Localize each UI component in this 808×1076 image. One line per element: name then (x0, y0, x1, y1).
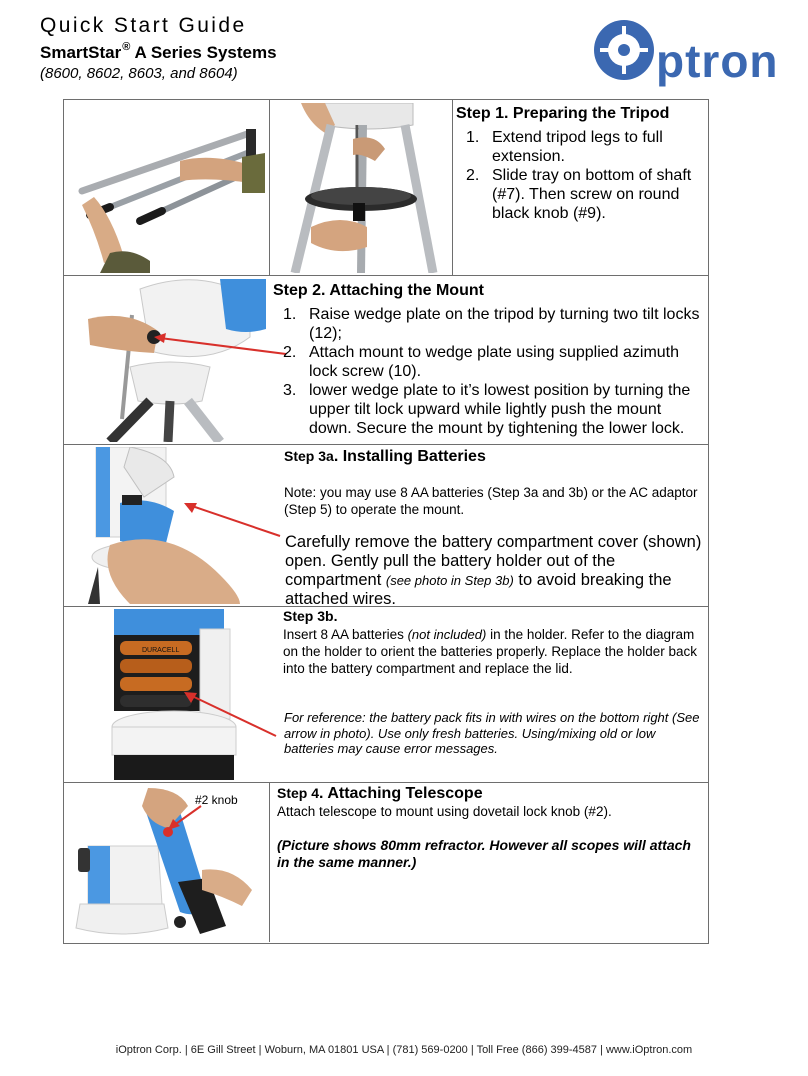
pointer-arrow-icon (150, 330, 290, 360)
photo-tripod-tray (273, 103, 449, 273)
step1-item: 2. Slide tray on bottom of shaft (#7). Then screw on round black knob (#9). (466, 167, 692, 222)
step3a-heading: Step 3a. Installing Batteries (284, 448, 486, 465)
column-divider (452, 99, 453, 276)
pointer-arrow-icon (180, 500, 285, 540)
row-divider (63, 275, 708, 276)
step1-item: 1. Extend tripod legs to full extension. (466, 129, 663, 165)
step1-list (456, 128, 701, 223)
document-title: Quick Start Guide (40, 14, 247, 37)
pointer-arrow-icon (165, 802, 205, 832)
step2-list (273, 305, 701, 438)
logo-crosshair-icon (594, 20, 654, 80)
step1-heading: Step 1. Preparing the Tripod (456, 105, 670, 122)
step3a-note: Note: you may use 8 AA batteries (Step 3a and 3b) or the AC adaptor (Step 5) to operate the mount. (284, 485, 698, 517)
logo-wordmark: ptron (656, 35, 779, 87)
row-divider (63, 782, 708, 783)
step2-item: 3. lower wedge plate to it’s lowest position by turning the upper tilt lock upward while lightly push the mount down. Secure the mount by tightening the lower lock. (283, 382, 691, 437)
step4-note: (Picture shows 80mm refractor. However all scopes will attach in the same manner.) (277, 837, 691, 870)
step3b-body: Insert 8 AA batteries (not included) in the holder. Refer to the diagram on the holder to orient the batteries properly. Replace the holder back into the battery compartment and replace the lid. (283, 627, 698, 676)
step3a-body: Carefully remove the battery compartment cover (shown) open. Gently pull the battery holder out of the compartment (see photo in Step 3b) to avoid breaking the attached wires. (285, 533, 702, 608)
registered-mark: ® (122, 41, 131, 53)
battery-brand: DURACELL (142, 647, 180, 654)
photo-attaching-mount (70, 279, 266, 442)
knob-callout-label: #2 knob (195, 793, 238, 807)
footer-contact: iOptron Corp. | 6E Gill Street | Woburn, MA 01801 USA | (781) 569-0200 | Toll Free (866) 399-4587 | www.iOptron.com (115, 1044, 693, 1056)
ioptron-logo (578, 18, 778, 90)
step2-item: 2. Attach mount to wedge plate using supplied azimuth lock screw (10). (283, 344, 680, 380)
column-divider (269, 782, 270, 942)
step4-heading: Step 4. Attaching Telescope (277, 785, 483, 802)
product-brand: SmartStar (40, 43, 122, 62)
column-divider (269, 99, 270, 276)
product-name (40, 41, 277, 63)
step2-item: 1. Raise wedge plate on the tripod by turning two tilt locks (12); (283, 306, 700, 342)
product-series: A Series Systems (134, 43, 277, 62)
step2-heading: Step 2. Attaching the Mount (273, 282, 484, 299)
step4-body: Attach telescope to mount using dovetail lock knob (#2). (277, 804, 612, 819)
photo-extending-tripod-legs (70, 103, 265, 273)
pointer-arrow-icon (180, 690, 280, 740)
step3b-heading: Step 3b. (283, 608, 338, 624)
row-divider (63, 444, 708, 445)
model-numbers: (8600, 8602, 8603, and 8604) (40, 65, 238, 82)
step3b-reference: For reference: the battery pack fits in with wires on the bottom right (See arrow in photo). Use only fresh batteries. Using/mixing old or low batteries may cause error messages. (284, 710, 700, 756)
